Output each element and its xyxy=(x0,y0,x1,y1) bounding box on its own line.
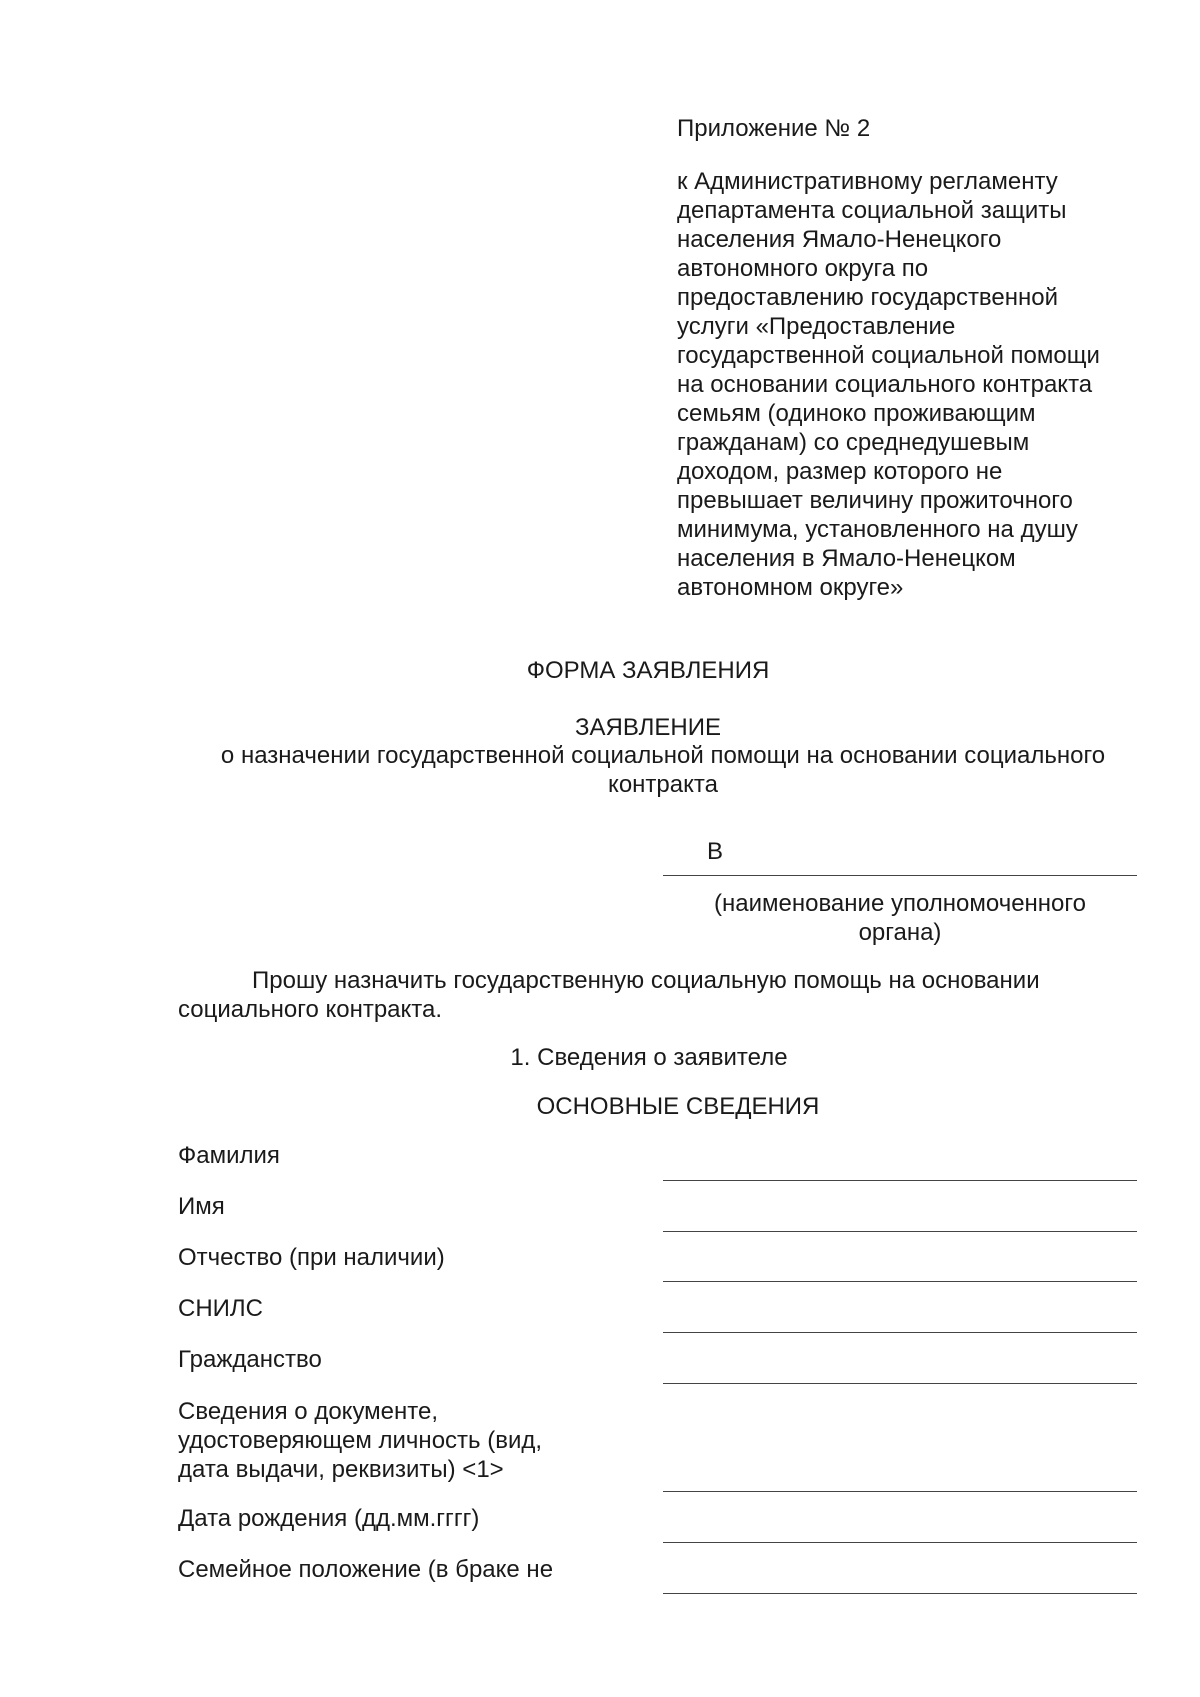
basic-info-title: ОСНОВНЫЕ СВЕДЕНИЯ xyxy=(536,1093,820,1120)
appendix-line: населения Ямало-Ненецкого xyxy=(677,226,1002,253)
statement-subtitle-continued: контракта xyxy=(608,771,718,798)
appendix-line: автономном округе» xyxy=(677,574,904,601)
citizenship-field[interactable] xyxy=(663,1383,1137,1384)
statement-title: ЗАЯВЛЕНИЕ xyxy=(575,714,721,741)
birth-date-field[interactable] xyxy=(663,1542,1137,1543)
recipient-caption-line: органа) xyxy=(858,919,942,946)
recipient-caption-line: (наименование уполномоченного xyxy=(714,890,1086,917)
appendix-line: государственной социальной помощи xyxy=(677,342,1100,369)
request-line: социального контракта. xyxy=(178,996,443,1023)
field-label-snils: СНИЛС xyxy=(178,1295,263,1322)
appendix-line: минимума, установленного на душу xyxy=(677,516,1078,543)
section-title: 1. Сведения о заявителе xyxy=(510,1044,788,1071)
field-label-birth-date: Дата рождения (дд.мм.гггг) xyxy=(178,1505,480,1532)
appendix-line: доходом, размер которого не xyxy=(677,458,1003,485)
appendix-line: к Административному регламенту xyxy=(677,168,1058,195)
field-label-name: Имя xyxy=(178,1193,225,1220)
statement-subtitle: о назначении государственной социальной помощи на основании социального xyxy=(220,742,1106,769)
recipient-authority-field[interactable] xyxy=(663,875,1137,876)
field-label-citizenship: Гражданство xyxy=(178,1346,322,1373)
recipient-caption xyxy=(663,889,1137,947)
appendix-line: семьям (одиноко проживающим xyxy=(677,400,1036,427)
name-field[interactable] xyxy=(663,1231,1137,1232)
appendix-line: департамента социальной защиты xyxy=(677,197,1067,224)
surname-field[interactable] xyxy=(663,1180,1137,1181)
field-label-identity-document: Сведения о документе, удостоверяющем личность (вид, дата выдачи, реквизиты) <1> xyxy=(178,1398,543,1483)
field-label-surname: Фамилия xyxy=(178,1142,280,1169)
snils-field[interactable] xyxy=(663,1332,1137,1333)
request-paragraph xyxy=(178,966,1138,1024)
appendix-line: населения в Ямало-Ненецком xyxy=(677,545,1016,572)
appendix-line: гражданам) со среднедушевым xyxy=(677,429,1030,456)
patronymic-field[interactable] xyxy=(663,1281,1137,1282)
appendix-description xyxy=(677,167,1177,602)
request-line: Прошу назначить государственную социальную помощь на основании xyxy=(252,967,1040,994)
identity-document-field[interactable] xyxy=(663,1491,1137,1492)
recipient-prefix: В xyxy=(707,838,724,865)
appendix-number: Приложение № 2 xyxy=(677,115,871,142)
form-title: ФОРМА ЗАЯВЛЕНИЯ xyxy=(526,657,770,684)
appendix-line: на основании социального контракта xyxy=(677,371,1093,398)
appendix-line: услуги «Предоставление xyxy=(677,313,956,340)
field-label-patronymic: Отчество (при наличии) xyxy=(178,1244,445,1271)
field-label-marital-status: Семейное положение (в браке не xyxy=(178,1556,554,1583)
appendix-line: автономного округа по xyxy=(677,255,929,282)
appendix-line: предоставлению государственной xyxy=(677,284,1059,311)
marital-status-field[interactable] xyxy=(663,1593,1137,1594)
appendix-line: превышает величину прожиточного xyxy=(677,487,1073,514)
